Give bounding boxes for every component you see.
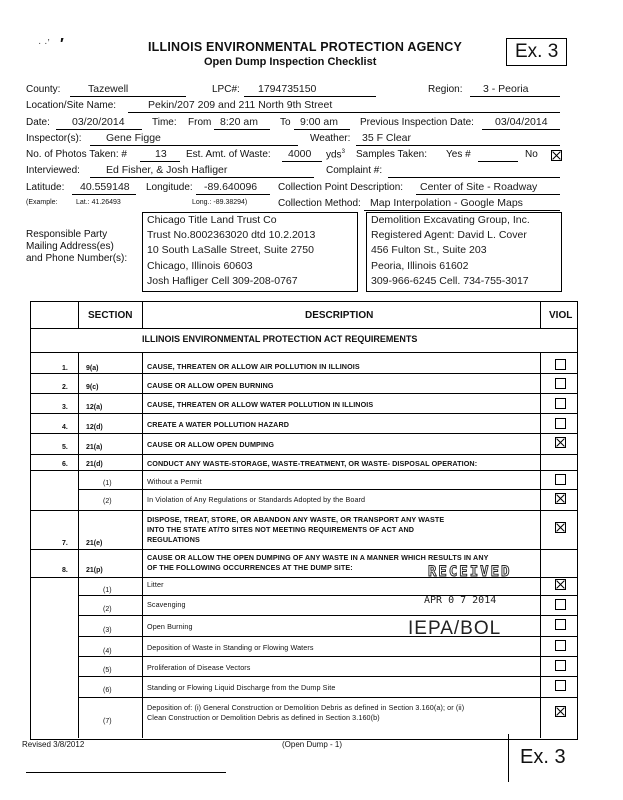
agency-title: ILLINOIS ENVIRONMENTAL PROTECTION AGENCY xyxy=(148,40,463,54)
row-description: CONDUCT ANY WASTE-STORAGE, WASTE-TREATMENT, OR WASTE- DISPOSAL OPERATION: xyxy=(147,459,478,468)
col-divider xyxy=(540,301,541,328)
exhibit-label-bottom: Ex. 3 xyxy=(520,746,566,768)
row-section: (5) xyxy=(103,667,112,674)
previous-inspection-line xyxy=(482,129,560,130)
inspector-value: Gene Figge xyxy=(106,132,161,144)
row-divider xyxy=(78,636,577,637)
viol-checkbox-row-4[interactable] xyxy=(555,418,566,429)
latitude-line xyxy=(72,194,136,195)
row-description: Deposition of Waste in Standing or Flowing Waters xyxy=(147,643,314,652)
date-label: Date: xyxy=(26,117,50,128)
row-number: 3. xyxy=(62,404,68,411)
row-divider xyxy=(78,489,577,490)
samples-no-checkbox[interactable] xyxy=(551,150,562,161)
row-number: 7. xyxy=(62,540,68,547)
party2-line: 456 Fulton St., Suite 203 xyxy=(371,244,487,256)
waste-unit-superscript: 3 xyxy=(341,149,345,155)
row-description: CREATE A WATER POLLUTION HAZARD xyxy=(147,420,290,429)
row-description: CAUSE OR ALLOW THE OPEN DUMPING OF ANY WASTE IN A MANNER WHICH RESULTS IN ANY xyxy=(147,553,489,562)
received-stamp-date: APR 0 7 2014 xyxy=(424,595,497,606)
photos-value: 13 xyxy=(155,148,167,160)
form-title: Open Dump Inspection Checklist xyxy=(204,56,377,68)
county-label: County: xyxy=(26,84,61,95)
row-description: CAUSE OR ALLOW OPEN DUMPING xyxy=(147,440,275,449)
viol-checkbox-row-5[interactable] xyxy=(555,437,566,448)
inspector-label: Inspector(s): xyxy=(26,133,82,144)
row-divider xyxy=(30,433,577,434)
row-divider xyxy=(78,676,577,677)
party1-line: 10 South LaSalle Street, Suite 2750 xyxy=(147,244,314,256)
row-number: 6. xyxy=(62,461,68,468)
latitude-value: 40.559148 xyxy=(80,181,130,193)
col-header-description: DESCRIPTION xyxy=(305,310,374,321)
row-section: 9(a) xyxy=(86,365,99,372)
to-line xyxy=(294,129,350,130)
received-stamp-office: IEPA/BOL xyxy=(408,618,502,639)
footer-rule xyxy=(26,772,226,773)
date-value: 03/20/2014 xyxy=(72,116,125,128)
row-description: Deposition of: (i) General Construction or Demolition Debris as defined in Section 3.160(a); or (ii) xyxy=(147,703,465,712)
viol-checkbox-row-8-3[interactable] xyxy=(555,619,566,630)
waste-value: 4000 xyxy=(288,148,312,160)
waste-unit xyxy=(326,149,345,160)
row-section: (6) xyxy=(103,687,112,694)
row-description: INTO THE STATE AT/TO SITES NOT MEETING REQUIREMENTS OF ACT AND xyxy=(147,525,415,534)
row-description: Clean Construction or Demolition Debris as defined in Section 3.160(b) xyxy=(147,713,380,722)
row-description: Open Burning xyxy=(147,622,193,631)
waste-label: Est. Amt. of Waste: xyxy=(186,149,271,160)
collection-method-value: Map Interpolation - Google Maps xyxy=(370,197,523,209)
viol-checkbox-row-3[interactable] xyxy=(555,398,566,409)
longitude-value: -89.640096 xyxy=(204,181,258,193)
collection-method-line xyxy=(364,210,560,211)
party1-line: Chicago, Illinois 60603 xyxy=(147,260,253,272)
act-title: ILLINOIS ENVIRONMENTAL PROTECTION ACT REQUIREMENTS xyxy=(142,334,418,344)
viol-checkbox-row-8-4[interactable] xyxy=(555,640,566,651)
from-label: From xyxy=(188,117,212,128)
interviewed-value: Ed Fisher, & Josh Hafliger xyxy=(106,164,228,176)
row-number: 5. xyxy=(62,444,68,451)
weather-line xyxy=(356,145,560,146)
waste-unit-text: yds xyxy=(326,149,342,161)
viol-checkbox-row-7[interactable] xyxy=(555,522,566,533)
location-value: Pekin/207 209 and 211 North 9th Street xyxy=(148,99,333,111)
viol-checkbox-row-6-2[interactable] xyxy=(555,493,566,504)
row-section: (3) xyxy=(103,627,112,634)
example-lat: Lat.: 41.26493 xyxy=(76,199,121,206)
row-divider xyxy=(78,595,577,596)
row-section: (2) xyxy=(103,606,112,613)
row-description: CAUSE, THREATEN OR ALLOW AIR POLLUTION IN ILLINOIS xyxy=(147,362,360,371)
row-divider xyxy=(30,510,577,511)
responsible-party-label-1: Responsible Party xyxy=(26,229,108,240)
samples-yes-line xyxy=(478,161,518,162)
longitude-label: Longitude: xyxy=(146,182,193,193)
party2-line: Registered Agent: David L. Cover xyxy=(371,229,527,241)
row-section: (4) xyxy=(103,648,112,655)
viol-checkbox-row-8-1[interactable] xyxy=(555,579,566,590)
col-header-viol: VIOL xyxy=(549,310,573,321)
lpc-line xyxy=(244,96,376,97)
party1-line: Josh Hafliger Cell 309-208-0767 xyxy=(147,275,298,287)
viol-checkbox-row-8-6[interactable] xyxy=(555,680,566,691)
party1-line: Chicago Title Land Trust Co xyxy=(147,214,277,226)
collection-method-label: Collection Method: xyxy=(278,198,361,209)
example-label: (Example: xyxy=(26,199,58,206)
col-divider xyxy=(78,301,79,328)
row-description: DISPOSE, TREAT, STORE, OR ABANDON ANY WASTE, OR TRANSPORT ANY WASTE xyxy=(147,515,445,524)
inspector-line xyxy=(90,145,298,146)
row-description: CAUSE OR ALLOW OPEN BURNING xyxy=(147,381,274,390)
row-section: (7) xyxy=(103,718,112,725)
region-value: 3 - Peoria xyxy=(483,83,529,95)
longitude-line xyxy=(196,194,270,195)
time-label: Time: xyxy=(152,117,177,128)
row-section: 9(c) xyxy=(86,384,99,391)
exhibit-label-top: Ex. 3 xyxy=(506,38,567,66)
to-label: To xyxy=(280,117,291,128)
row-description: Litter xyxy=(147,580,164,589)
row-divider xyxy=(30,454,577,455)
region-label: Region: xyxy=(428,84,463,95)
viol-checkbox-row-1[interactable] xyxy=(555,359,566,370)
row-description: Proliferation of Disease Vectors xyxy=(147,663,251,672)
party2-line: Peoria, Illinois 61602 xyxy=(371,260,469,272)
county-value: Tazewell xyxy=(88,83,129,95)
row-divider xyxy=(78,615,577,616)
interviewed-line xyxy=(90,177,314,178)
row-divider xyxy=(30,413,577,414)
scan-mark: ′ xyxy=(60,36,64,53)
party2-line: Demolition Excavating Group, Inc. xyxy=(371,214,530,226)
responsible-party-label-3: and Phone Number(s): xyxy=(26,253,128,264)
row-section: (1) xyxy=(103,587,112,594)
row-description: Scavenging xyxy=(147,600,186,609)
previous-inspection-label: Previous Inspection Date: xyxy=(360,117,474,128)
row-number: 4. xyxy=(62,424,68,431)
row-description: In Violation of Any Regulations or Standards Adopted by the Board xyxy=(147,495,366,504)
row-number: 8. xyxy=(62,567,68,574)
complaint-line xyxy=(388,177,560,178)
party2-line: 309-966-6245 Cell. 734-755-3017 xyxy=(371,275,529,287)
col-divider xyxy=(540,352,541,738)
samples-no-label: No xyxy=(525,149,538,160)
collection-point-line xyxy=(416,194,560,195)
date-line xyxy=(56,129,142,130)
previous-inspection-value: 03/04/2014 xyxy=(495,116,548,128)
to-value: 9:00 am xyxy=(300,116,338,128)
example-long: Long.: -89.38294) xyxy=(192,199,248,206)
row-section: 21(p) xyxy=(86,567,103,574)
row-divider xyxy=(78,697,577,698)
viol-checkbox-row-8-7[interactable] xyxy=(555,706,566,717)
row-description: Without a Permit xyxy=(147,477,202,486)
row-description: OF THE FOLLOWING OCCURRENCES AT THE DUMP SITE: xyxy=(147,563,353,572)
table-header-divider xyxy=(30,328,577,329)
collection-point-value: Center of Site - Roadway xyxy=(420,181,538,193)
row-section: (2) xyxy=(103,498,112,505)
from-value: 8:20 am xyxy=(220,116,258,128)
col-divider xyxy=(142,352,143,738)
row-divider xyxy=(30,393,577,394)
page-label: (Open Dump - 1) xyxy=(282,740,343,749)
row-description: Standing or Flowing Liquid Discharge from the Dump Site xyxy=(147,683,336,692)
row-section: 21(e) xyxy=(86,540,103,547)
photos-line xyxy=(140,161,180,162)
row-description: REGULATIONS xyxy=(147,535,200,544)
act-title-divider xyxy=(30,352,577,353)
interviewed-label: Interviewed: xyxy=(26,165,80,176)
viol-checkbox-row-6-1[interactable] xyxy=(555,474,566,485)
row-description: CAUSE, THREATEN OR ALLOW WATER POLLUTION IN ILLINOIS xyxy=(147,400,374,409)
revised-date: Revised 3/8/2012 xyxy=(22,740,85,749)
viol-checkbox-row-2[interactable] xyxy=(555,378,566,389)
county-line xyxy=(70,96,186,97)
region-line xyxy=(470,96,560,97)
from-line xyxy=(214,129,270,130)
row-section: 21(a) xyxy=(86,444,103,451)
lpc-label: LPC#: xyxy=(212,84,240,95)
waste-line xyxy=(282,161,322,162)
row-divider xyxy=(30,373,577,374)
complaint-label: Complaint #: xyxy=(326,165,383,176)
row-divider xyxy=(78,656,577,657)
row-section: 21(d) xyxy=(86,461,103,468)
col-header-section: SECTION xyxy=(88,310,133,321)
row-section: (1) xyxy=(103,480,112,487)
col-divider xyxy=(78,352,79,738)
row-divider xyxy=(30,549,577,550)
location-line xyxy=(128,112,560,113)
responsible-party-label-2: Mailing Address(es) xyxy=(26,241,114,252)
weather-value: 35 F Clear xyxy=(362,132,412,144)
scan-mark: · ·’ xyxy=(38,38,50,49)
location-label: Location/Site Name: xyxy=(26,100,117,111)
collection-point-label: Collection Point Description: xyxy=(278,182,404,193)
row-divider xyxy=(30,470,577,471)
row-number: 1. xyxy=(62,365,68,372)
col-divider xyxy=(142,301,143,328)
photos-label: No. of Photos Taken: # xyxy=(26,149,127,160)
exhibit-bottom-bracket xyxy=(508,734,509,782)
party1-line: Trust No.8002363020 dtd 10.2.2013 xyxy=(147,229,316,241)
weather-label: Weather: xyxy=(310,133,351,144)
lpc-value: 1794735150 xyxy=(258,83,317,95)
row-section: 12(a) xyxy=(86,404,103,411)
latitude-label: Latitude: xyxy=(26,182,65,193)
viol-checkbox-row-8-5[interactable] xyxy=(555,660,566,671)
samples-yes-label: Yes # xyxy=(446,149,471,160)
samples-label: Samples Taken: xyxy=(356,149,427,160)
row-number: 2. xyxy=(62,384,68,391)
row-section: 12(d) xyxy=(86,424,103,431)
received-stamp: RECEIVED xyxy=(428,564,512,580)
viol-checkbox-row-8-2[interactable] xyxy=(555,599,566,610)
